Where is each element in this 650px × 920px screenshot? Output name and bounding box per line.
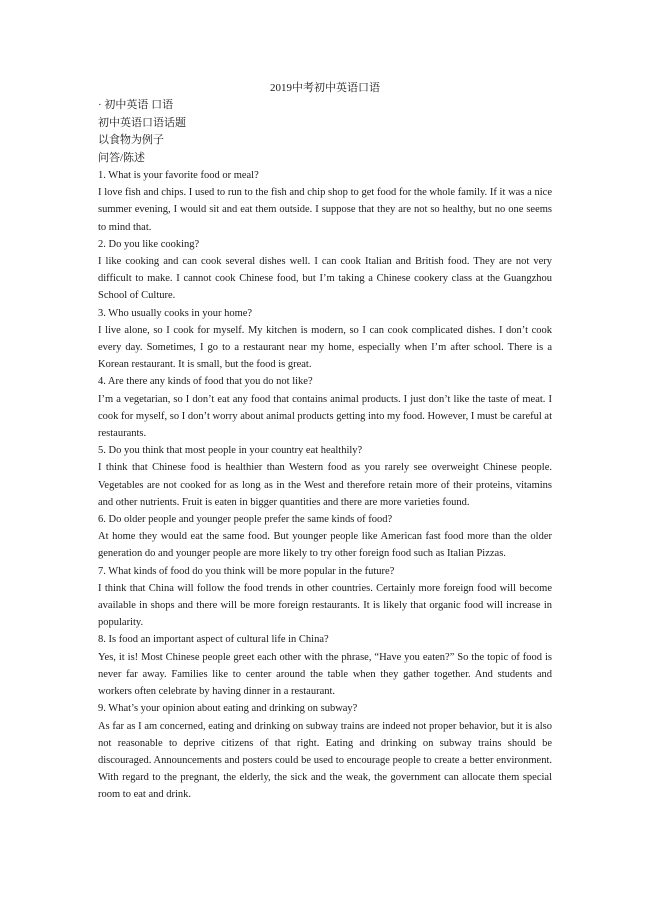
question: 9. What’s your opinion about eating and drinking on subway?	[98, 703, 358, 715]
header-line: 初中英语口语话题	[98, 116, 186, 129]
question: 3. Who usually cooks in your home?	[98, 307, 253, 319]
qa-item-5	[98, 442, 552, 511]
answer: I love fish and chips. I used to run to the fish and chip shop to get food for the whole family. If it was a nice summer evening, I would sit and eat them outside. I suppose that they are not so healthy, but no one seems to mind that.	[98, 187, 552, 233]
qa-item-3	[98, 305, 552, 374]
qa-item-8	[98, 631, 552, 700]
answer: I’m a vegetarian, so I don’t eat any food that contains animal products. I just don’t like the taste of meat. I cook for myself, so I don’t worry about animal products getting into my food. However, I must be careful at restaurants.	[98, 393, 552, 440]
header-line: · 初中英语 口语	[98, 99, 174, 111]
question: 4. Are there any kinds of food that you do not like?	[98, 376, 313, 388]
qa-item-6	[98, 511, 552, 563]
question: 5. Do you think that most people in your country eat healthily?	[98, 445, 363, 457]
header-block	[98, 97, 552, 167]
question: 1. What is your favorite food or meal?	[98, 170, 259, 181]
answer: I like cooking and can cook several dishes well. I can cook Italian and British food. They are not very difficult to make. I cannot cook Chinese food, but I’m taking a Chinese cookery class at the Guangzhou School of Culture.	[98, 256, 552, 302]
header-line: 以食物为例子	[98, 134, 164, 146]
question: 8. Is food an important aspect of cultural life in China?	[98, 634, 329, 646]
qa-item-2	[98, 236, 552, 305]
qa-item-4	[98, 373, 552, 442]
question: 7. What kinds of food do you think will be more popular in the future?	[98, 565, 395, 577]
question: 6. Do older people and younger people prefer the same kinds of food?	[98, 514, 393, 526]
document-title: 2019中考初中英语口语	[270, 82, 380, 94]
qa-item-1	[98, 167, 552, 236]
answer: At home they would eat the same food. But younger people like American fast food more than the older generation do and younger people are more likely to try other foreign food such as Italian Pizzas.	[98, 531, 552, 560]
answer: As far as I am concerned, eating and drinking on subway trains are indeed not proper behavior, but it is also not reasonable to deprive citizens of that right. Eating and drinking on subway trains should be discouraged. Announcements and posters could be used to encourage people to create a better environment. With regard to the pregnant, the elderly, the sick and the weak, the government can allocate them special room to eat and drink.	[98, 720, 552, 801]
header-line: 问答/陈述	[98, 151, 146, 164]
answer: I live alone, so I cook for myself. My kitchen is modern, so I can cook complicated dishes. I don’t cook every day. Sometimes, I go to a restaurant near my home, especially when I’m after school. There is a Korean restaurant. It is small, but the food is great.	[98, 324, 552, 371]
qa-item-9	[98, 700, 552, 803]
question: 2. Do you like cooking?	[98, 238, 200, 250]
answer: I think that China will follow the food trends in other countries. Certainly more foreign food will become available in shops and there will be more foreign restaurants. It is likely that organic food will increase in popularity.	[98, 582, 552, 629]
answer: Yes, it is! Most Chinese people greet each other with the phrase, “Have you eaten?” So the topic of food is never far away. Families like to center around the table when they gather together. And students and workers often celebrate by having dinner in a restaurant.	[98, 651, 552, 698]
answer: I think that Chinese food is healthier than Western food as you rarely see overweight Chinese people. Vegetables are not cooked for as long as in the West and therefore retain more of their proteins, vitamins and other nutrients. Fruit is eaten in bigger quantities and there are more varieties found.	[98, 462, 552, 508]
qa-item-7	[98, 563, 552, 632]
